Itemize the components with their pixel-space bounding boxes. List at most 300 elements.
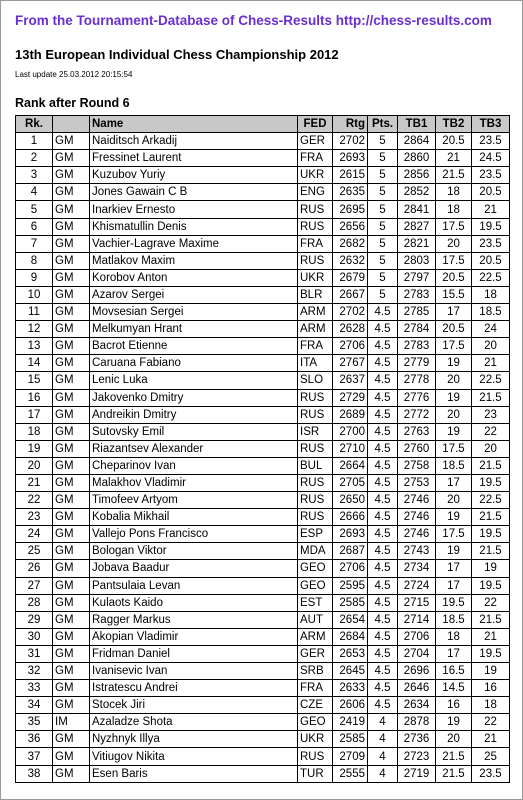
rating-cell: 2650 <box>333 492 368 509</box>
rank-cell: 36 <box>16 731 53 748</box>
points-cell: 4.5 <box>368 577 398 594</box>
name-cell: Caruana Fabiano <box>90 355 298 372</box>
rating-cell: 2709 <box>333 748 368 765</box>
rank-cell: 29 <box>16 611 53 628</box>
fed-cell: RUS <box>298 406 333 423</box>
table-row <box>16 714 510 731</box>
rank-cell: 1 <box>16 133 53 150</box>
points-cell: 5 <box>368 286 398 303</box>
rating-cell: 2689 <box>333 406 368 423</box>
points-cell: 5 <box>368 235 398 252</box>
points-cell: 4.5 <box>368 594 398 611</box>
tb3-cell: 18 <box>472 286 510 303</box>
name-cell: Jakovenko Dmitry <box>90 389 298 406</box>
table-row <box>16 338 510 355</box>
fed-cell: SRB <box>298 663 333 680</box>
fed-cell: TUR <box>298 765 333 782</box>
name-cell: Vallejo Pons Francisco <box>90 526 298 543</box>
table-row <box>16 440 510 457</box>
title-cell: GM <box>53 697 90 714</box>
tb3-cell: 21.5 <box>472 457 510 474</box>
title-cell: GM <box>53 269 90 286</box>
table-row <box>16 765 510 782</box>
tb3-cell: 23.5 <box>472 167 510 184</box>
rank-cell: 22 <box>16 492 53 509</box>
tb2-cell: 17.5 <box>436 440 472 457</box>
fed-cell: MDA <box>298 543 333 560</box>
tb2-cell: 17 <box>436 304 472 321</box>
tb2-cell: 17 <box>436 645 472 662</box>
tb3-cell: 19 <box>472 560 510 577</box>
rank-cell: 7 <box>16 235 53 252</box>
points-cell: 5 <box>368 218 398 235</box>
tb1-cell: 2772 <box>398 406 436 423</box>
title-cell: GM <box>53 680 90 697</box>
name-cell: Sutovsky Emil <box>90 423 298 440</box>
tb2-cell: 18 <box>436 184 472 201</box>
fed-cell: SLO <box>298 372 333 389</box>
table-row <box>16 286 510 303</box>
rating-cell: 2706 <box>333 338 368 355</box>
points-cell: 4.5 <box>368 355 398 372</box>
rating-cell: 2693 <box>333 526 368 543</box>
name-cell: Malakhov Vladimir <box>90 474 298 491</box>
tb1-cell: 2779 <box>398 355 436 372</box>
table-row <box>16 663 510 680</box>
tb2-cell: 15.5 <box>436 286 472 303</box>
name-cell: Vachier-Lagrave Maxime <box>90 235 298 252</box>
table-row <box>16 577 510 594</box>
name-cell: Riazantsev Alexander <box>90 440 298 457</box>
name-cell: Akopian Vladimir <box>90 628 298 645</box>
tb2-cell: 18 <box>436 628 472 645</box>
tb3-cell: 21 <box>472 201 510 218</box>
fed-cell: ISR <box>298 423 333 440</box>
rating-cell: 2666 <box>333 509 368 526</box>
tb1-cell: 2776 <box>398 389 436 406</box>
rank-cell: 37 <box>16 748 53 765</box>
points-cell: 4.5 <box>368 440 398 457</box>
title-cell: GM <box>53 389 90 406</box>
col-tb2-header: TB2 <box>436 116 472 133</box>
fed-cell: GEO <box>298 560 333 577</box>
tb3-cell: 20 <box>472 440 510 457</box>
tb2-cell: 20 <box>436 235 472 252</box>
title-cell: GM <box>53 252 90 269</box>
title-cell: GM <box>53 201 90 218</box>
fed-cell: CZE <box>298 697 333 714</box>
title-cell: GM <box>53 133 90 150</box>
points-cell: 4.5 <box>368 509 398 526</box>
tb2-cell: 16 <box>436 697 472 714</box>
tb2-cell: 14.5 <box>436 680 472 697</box>
title-cell: GM <box>53 440 90 457</box>
table-row <box>16 304 510 321</box>
tb1-cell: 2827 <box>398 218 436 235</box>
col-tb1-header: TB1 <box>398 116 436 133</box>
tb3-cell: 19.5 <box>472 577 510 594</box>
title-cell: GM <box>53 611 90 628</box>
tb1-cell: 2783 <box>398 338 436 355</box>
rank-cell: 9 <box>16 269 53 286</box>
name-cell: Pantsulaia Levan <box>90 577 298 594</box>
table-row <box>16 543 510 560</box>
points-cell: 4.5 <box>368 697 398 714</box>
tb1-cell: 2841 <box>398 201 436 218</box>
standings-body <box>16 133 510 783</box>
title-cell: GM <box>53 457 90 474</box>
title-cell: GM <box>53 372 90 389</box>
fed-cell: ARM <box>298 304 333 321</box>
tb3-cell: 19.5 <box>472 474 510 491</box>
fed-cell: ARM <box>298 321 333 338</box>
rank-cell: 2 <box>16 150 53 167</box>
fed-cell: AUT <box>298 611 333 628</box>
rating-cell: 2635 <box>333 184 368 201</box>
name-cell: Ivanisevic Ivan <box>90 663 298 680</box>
title-cell: GM <box>53 406 90 423</box>
rank-cell: 26 <box>16 560 53 577</box>
tb2-cell: 19 <box>436 389 472 406</box>
tb3-cell: 22.5 <box>472 492 510 509</box>
name-cell: Andreikin Dmitry <box>90 406 298 423</box>
tb3-cell: 19.5 <box>472 526 510 543</box>
tb2-cell: 20.5 <box>436 321 472 338</box>
points-cell: 4.5 <box>368 406 398 423</box>
points-cell: 5 <box>368 269 398 286</box>
tb3-cell: 19.5 <box>472 218 510 235</box>
name-cell: Korobov Anton <box>90 269 298 286</box>
tb2-cell: 19 <box>436 714 472 731</box>
rank-cell: 31 <box>16 645 53 662</box>
tb2-cell: 18 <box>436 201 472 218</box>
tb1-cell: 2785 <box>398 304 436 321</box>
points-cell: 4.5 <box>368 663 398 680</box>
tb1-cell: 2856 <box>398 167 436 184</box>
tb3-cell: 22 <box>472 594 510 611</box>
fed-cell: EST <box>298 594 333 611</box>
source-banner[interactable]: From the Tournament-Database of Chess-Results http://chess-results.com <box>15 13 492 28</box>
name-cell: Lenic Luka <box>90 372 298 389</box>
rating-cell: 2687 <box>333 543 368 560</box>
name-cell: Bacrot Etienne <box>90 338 298 355</box>
fed-cell: FRA <box>298 338 333 355</box>
rank-cell: 35 <box>16 714 53 731</box>
tb1-cell: 2634 <box>398 697 436 714</box>
fed-cell: ITA <box>298 355 333 372</box>
fed-cell: RUS <box>298 492 333 509</box>
tb2-cell: 19.5 <box>436 594 472 611</box>
tb2-cell: 17.5 <box>436 526 472 543</box>
col-rank-header: Rk. <box>16 116 53 133</box>
tb1-cell: 2724 <box>398 577 436 594</box>
rating-cell: 2706 <box>333 560 368 577</box>
rating-cell: 2667 <box>333 286 368 303</box>
name-cell: Fridman Daniel <box>90 645 298 662</box>
rating-cell: 2653 <box>333 645 368 662</box>
rank-cell: 17 <box>16 406 53 423</box>
rank-cell: 20 <box>16 457 53 474</box>
table-row <box>16 372 510 389</box>
title-cell: GM <box>53 286 90 303</box>
table-row <box>16 133 510 150</box>
table-row <box>16 252 510 269</box>
tb3-cell: 22 <box>472 714 510 731</box>
tb1-cell: 2723 <box>398 748 436 765</box>
fed-cell: GEO <box>298 714 333 731</box>
points-cell: 4.5 <box>368 611 398 628</box>
rank-cell: 32 <box>16 663 53 680</box>
tb3-cell: 23.5 <box>472 235 510 252</box>
tb1-cell: 2878 <box>398 714 436 731</box>
col-points-header: Pts. <box>368 116 398 133</box>
rank-cell: 5 <box>16 201 53 218</box>
tb1-cell: 2736 <box>398 731 436 748</box>
points-cell: 4.5 <box>368 543 398 560</box>
col-fed-header: FED <box>298 116 333 133</box>
title-cell: IM <box>53 714 90 731</box>
fed-cell: GER <box>298 645 333 662</box>
tb1-cell: 2746 <box>398 526 436 543</box>
name-cell: Movsesian Sergei <box>90 304 298 321</box>
tb3-cell: 21 <box>472 731 510 748</box>
name-cell: Cheparinov Ivan <box>90 457 298 474</box>
tb3-cell: 18.5 <box>472 304 510 321</box>
fed-cell: UKR <box>298 269 333 286</box>
name-cell: Fressinet Laurent <box>90 150 298 167</box>
fed-cell: BUL <box>298 457 333 474</box>
tb1-cell: 2758 <box>398 457 436 474</box>
tb2-cell: 21.5 <box>436 748 472 765</box>
tb1-cell: 2646 <box>398 680 436 697</box>
tb2-cell: 20.5 <box>436 133 472 150</box>
table-row <box>16 184 510 201</box>
tb3-cell: 20 <box>472 338 510 355</box>
tb1-cell: 2746 <box>398 509 436 526</box>
tb3-cell: 22 <box>472 423 510 440</box>
tb2-cell: 17.5 <box>436 338 472 355</box>
tb3-cell: 21 <box>472 355 510 372</box>
rating-cell: 2637 <box>333 372 368 389</box>
rank-cell: 30 <box>16 628 53 645</box>
fed-cell: FRA <box>298 235 333 252</box>
title-cell: GM <box>53 748 90 765</box>
fed-cell: RUS <box>298 509 333 526</box>
tb1-cell: 2821 <box>398 235 436 252</box>
table-row <box>16 457 510 474</box>
tb3-cell: 21.5 <box>472 611 510 628</box>
name-cell: Melkumyan Hrant <box>90 321 298 338</box>
title-cell: GM <box>53 731 90 748</box>
rating-cell: 2656 <box>333 218 368 235</box>
rating-cell: 2606 <box>333 697 368 714</box>
table-header-row <box>16 116 510 133</box>
tb2-cell: 17 <box>436 577 472 594</box>
title-cell: GM <box>53 663 90 680</box>
name-cell: Inarkiev Ernesto <box>90 201 298 218</box>
tb2-cell: 17.5 <box>436 218 472 235</box>
name-cell: Naiditsch Arkadij <box>90 133 298 150</box>
fed-cell: RUS <box>298 201 333 218</box>
name-cell: Matlakov Maxim <box>90 252 298 269</box>
table-row <box>16 526 510 543</box>
tb2-cell: 19 <box>436 543 472 560</box>
table-row <box>16 645 510 662</box>
rank-cell: 18 <box>16 423 53 440</box>
tb3-cell: 18 <box>472 697 510 714</box>
tb2-cell: 21 <box>436 150 472 167</box>
tb1-cell: 2743 <box>398 543 436 560</box>
rank-cell: 25 <box>16 543 53 560</box>
table-row <box>16 355 510 372</box>
name-cell: Jobava Baadur <box>90 560 298 577</box>
tb1-cell: 2696 <box>398 663 436 680</box>
rank-cell: 23 <box>16 509 53 526</box>
rank-cell: 15 <box>16 372 53 389</box>
tb2-cell: 16.5 <box>436 663 472 680</box>
table-row <box>16 321 510 338</box>
name-cell: Kobalia Mikhail <box>90 509 298 526</box>
tb1-cell: 2763 <box>398 423 436 440</box>
points-cell: 4.5 <box>368 457 398 474</box>
name-cell: Stocek Jiri <box>90 697 298 714</box>
tb1-cell: 2753 <box>398 474 436 491</box>
fed-cell: UKR <box>298 731 333 748</box>
title-cell: GM <box>53 509 90 526</box>
points-cell: 4 <box>368 731 398 748</box>
points-cell: 4.5 <box>368 560 398 577</box>
fed-cell: ESP <box>298 526 333 543</box>
title-cell: GM <box>53 423 90 440</box>
rating-cell: 2615 <box>333 167 368 184</box>
fed-cell: ARM <box>298 628 333 645</box>
fed-cell: RUS <box>298 389 333 406</box>
table-row <box>16 474 510 491</box>
tb1-cell: 2760 <box>398 440 436 457</box>
tb2-cell: 18.5 <box>436 457 472 474</box>
name-cell: Vitiugov Nikita <box>90 748 298 765</box>
fed-cell: BLR <box>298 286 333 303</box>
tb3-cell: 24 <box>472 321 510 338</box>
points-cell: 4.5 <box>368 628 398 645</box>
tb1-cell: 2860 <box>398 150 436 167</box>
title-cell: GM <box>53 167 90 184</box>
tb2-cell: 20 <box>436 731 472 748</box>
table-row <box>16 509 510 526</box>
rank-cell: 3 <box>16 167 53 184</box>
tb1-cell: 2852 <box>398 184 436 201</box>
tb2-cell: 18.5 <box>436 611 472 628</box>
points-cell: 5 <box>368 133 398 150</box>
table-row <box>16 423 510 440</box>
fed-cell: FRA <box>298 680 333 697</box>
tb2-cell: 19 <box>436 355 472 372</box>
rating-cell: 2705 <box>333 474 368 491</box>
title-cell: GM <box>53 235 90 252</box>
title-cell: GM <box>53 628 90 645</box>
rating-cell: 2679 <box>333 269 368 286</box>
tb3-cell: 23.5 <box>472 133 510 150</box>
table-row <box>16 628 510 645</box>
table-row <box>16 218 510 235</box>
title-cell: GM <box>53 543 90 560</box>
rating-cell: 2729 <box>333 389 368 406</box>
tb3-cell: 20.5 <box>472 252 510 269</box>
points-cell: 5 <box>368 167 398 184</box>
table-row <box>16 150 510 167</box>
tb2-cell: 20 <box>436 492 472 509</box>
tb1-cell: 2719 <box>398 765 436 782</box>
tb1-cell: 2746 <box>398 492 436 509</box>
rating-cell: 2628 <box>333 321 368 338</box>
rank-cell: 8 <box>16 252 53 269</box>
table-row <box>16 167 510 184</box>
points-cell: 4.5 <box>368 304 398 321</box>
col-name-header: Name <box>90 116 298 133</box>
points-cell: 4.5 <box>368 372 398 389</box>
points-cell: 4.5 <box>368 492 398 509</box>
title-cell: GM <box>53 474 90 491</box>
tb3-cell: 22.5 <box>472 372 510 389</box>
rating-cell: 2595 <box>333 577 368 594</box>
fed-cell: RUS <box>298 748 333 765</box>
rating-cell: 2632 <box>333 252 368 269</box>
tb2-cell: 17.5 <box>436 252 472 269</box>
rating-cell: 2585 <box>333 731 368 748</box>
rating-cell: 2702 <box>333 133 368 150</box>
fed-cell: FRA <box>298 150 333 167</box>
tb2-cell: 21.5 <box>436 765 472 782</box>
tb2-cell: 20 <box>436 406 472 423</box>
rank-cell: 24 <box>16 526 53 543</box>
rating-cell: 2693 <box>333 150 368 167</box>
points-cell: 4.5 <box>368 645 398 662</box>
tb3-cell: 22.5 <box>472 269 510 286</box>
section-title: Rank after Round 6 <box>15 96 130 110</box>
table-row <box>16 389 510 406</box>
tb1-cell: 2715 <box>398 594 436 611</box>
tb3-cell: 24.5 <box>472 150 510 167</box>
last-update: Last update 25.03.2012 20:15:54 <box>15 70 133 79</box>
table-row <box>16 731 510 748</box>
title-cell: GM <box>53 218 90 235</box>
rank-cell: 19 <box>16 440 53 457</box>
tb1-cell: 2784 <box>398 321 436 338</box>
rating-cell: 2710 <box>333 440 368 457</box>
rating-cell: 2700 <box>333 423 368 440</box>
rank-cell: 4 <box>16 184 53 201</box>
fed-cell: RUS <box>298 252 333 269</box>
points-cell: 5 <box>368 150 398 167</box>
tb2-cell: 17 <box>436 560 472 577</box>
points-cell: 4.5 <box>368 389 398 406</box>
table-row <box>16 594 510 611</box>
points-cell: 4 <box>368 765 398 782</box>
points-cell: 4.5 <box>368 321 398 338</box>
tb3-cell: 25 <box>472 748 510 765</box>
rating-cell: 2419 <box>333 714 368 731</box>
points-cell: 5 <box>368 201 398 218</box>
points-cell: 4 <box>368 748 398 765</box>
title-cell: GM <box>53 577 90 594</box>
name-cell: Khismatullin Denis <box>90 218 298 235</box>
tb1-cell: 2714 <box>398 611 436 628</box>
name-cell: Istratescu Andrei <box>90 680 298 697</box>
fed-cell: RUS <box>298 218 333 235</box>
tb2-cell: 20.5 <box>436 269 472 286</box>
name-cell: Timofeev Artyom <box>90 492 298 509</box>
rating-cell: 2664 <box>333 457 368 474</box>
